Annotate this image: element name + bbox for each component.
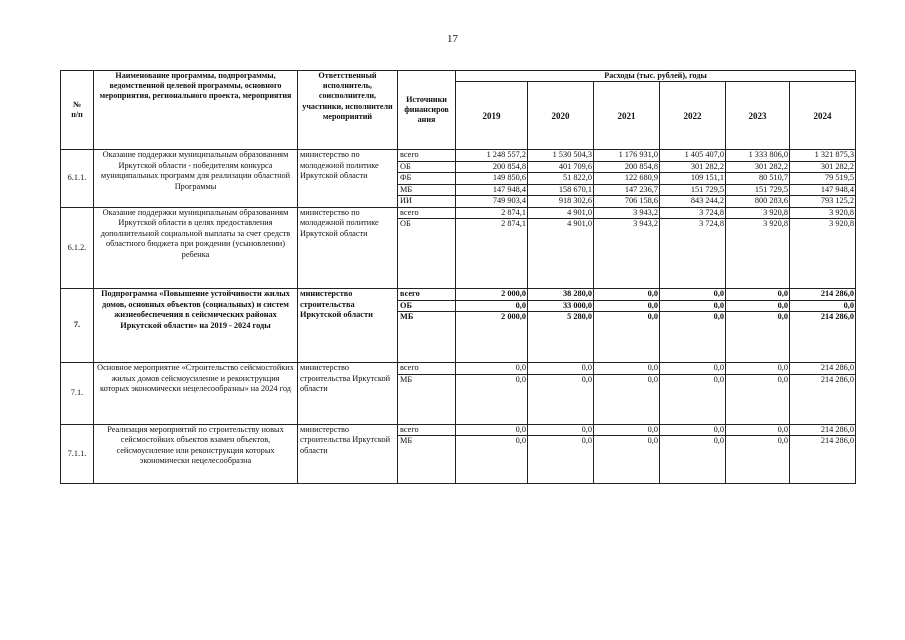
header-year: 2024: [790, 82, 856, 150]
funding-source: МБ: [398, 436, 456, 484]
expense-value: 0,0: [660, 436, 726, 484]
expense-value: 0,0: [594, 289, 660, 301]
expense-value: 200 854,8: [456, 161, 528, 173]
expense-value: 3 724,8: [660, 219, 726, 289]
expense-value: 1 248 557,2: [456, 150, 528, 162]
expense-value: 918 302,6: [528, 196, 594, 208]
item-number: 6.1.2.: [61, 207, 94, 289]
expense-value: 4 901,0: [528, 207, 594, 219]
funding-source: ОБ: [398, 161, 456, 173]
item-name: Оказание поддержки муниципальным образованиям Иркутской области в целях предоставления дополнительной социальной выплаты за счет средств областного бюджета при рождении (усыновлении) ребенка: [94, 207, 298, 289]
expense-value: 2 874,1: [456, 219, 528, 289]
item-name: Оказание поддержки муниципальным образованиям Иркутской области - победителям конкурса муниципальных программ для реализации областной Программы: [94, 150, 298, 208]
header-year: 2023: [726, 82, 790, 150]
expense-value: 0,0: [660, 289, 726, 301]
funding-source: ОБ: [398, 300, 456, 312]
expense-value: 1 333 806,0: [726, 150, 790, 162]
header-num: № п/п: [61, 71, 94, 150]
expense-value: 214 286,0: [790, 289, 856, 301]
expense-value: 0,0: [456, 363, 528, 375]
expense-value: 0,0: [594, 312, 660, 363]
item-number: 7.: [61, 289, 94, 363]
expense-value: 2 000,0: [456, 312, 528, 363]
expense-value: 38 280,0: [528, 289, 594, 301]
expense-value: 51 822,0: [528, 173, 594, 185]
funding-source: всего: [398, 207, 456, 219]
expense-value: 3 920,8: [790, 207, 856, 219]
expense-value: 147 236,7: [594, 184, 660, 196]
item-name: Реализация мероприятий по строительству новых сейсмостойких объектов взамен объектов, сейсмоусиление или реконструкция которых экономически нецелесообразна: [94, 424, 298, 484]
item-number: 7.1.: [61, 363, 94, 425]
expense-value: 0,0: [456, 424, 528, 436]
header-name: Наименование программы, подпрограммы, ведомственной целевой программы, основного мероприятия, регионального проекта, мероприятия: [94, 71, 298, 150]
expense-value: 301 282,2: [660, 161, 726, 173]
funding-source: всего: [398, 424, 456, 436]
expense-value: 0,0: [790, 300, 856, 312]
expense-value: 0,0: [726, 363, 790, 375]
expense-value: 79 519,5: [790, 173, 856, 185]
funding-source: МБ: [398, 312, 456, 363]
table-row: [61, 207, 856, 219]
expense-value: 147 948,4: [790, 184, 856, 196]
expense-value: 3 920,8: [726, 219, 790, 289]
expense-value: 122 680,9: [594, 173, 660, 185]
table-row: [61, 289, 856, 301]
expense-value: 33 000,0: [528, 300, 594, 312]
expense-value: 401 709,6: [528, 161, 594, 173]
expense-value: 0,0: [726, 424, 790, 436]
expense-value: 151 729,5: [660, 184, 726, 196]
expense-value: 0,0: [726, 312, 790, 363]
expense-value: 793 125,2: [790, 196, 856, 208]
expense-value: 0,0: [528, 436, 594, 484]
expense-value: 200 854,8: [594, 161, 660, 173]
expense-value: 0,0: [594, 436, 660, 484]
funding-source: МБ: [398, 374, 456, 424]
expense-value: 800 283,6: [726, 196, 790, 208]
header-year: 2022: [660, 82, 726, 150]
expense-value: 158 670,1: [528, 184, 594, 196]
expense-value: 0,0: [528, 363, 594, 375]
header-responsible: Ответственный исполнитель, соисполнители, участники, исполнители мероприятий: [298, 71, 398, 150]
header-expenses: Расходы (тыс. рублей), годы: [456, 71, 856, 82]
expense-value: 0,0: [594, 424, 660, 436]
expense-value: 0,0: [726, 436, 790, 484]
funding-source: ОБ: [398, 219, 456, 289]
expense-value: 1 176 931,0: [594, 150, 660, 162]
expense-value: 0,0: [726, 300, 790, 312]
expense-value: 0,0: [594, 374, 660, 424]
expense-value: 0,0: [528, 374, 594, 424]
page-number: 17: [447, 33, 458, 45]
expense-value: 0,0: [594, 363, 660, 375]
expense-value: 3 920,8: [790, 219, 856, 289]
funding-source: всего: [398, 363, 456, 375]
expense-value: 109 151,1: [660, 173, 726, 185]
expense-value: 2 000,0: [456, 289, 528, 301]
expense-value: 147 948,4: [456, 184, 528, 196]
funding-source: всего: [398, 289, 456, 301]
header-year: 2020: [528, 82, 594, 150]
expense-value: 1 321 875,3: [790, 150, 856, 162]
item-number: 7.1.1.: [61, 424, 94, 484]
expense-value: 149 850,6: [456, 173, 528, 185]
expense-value: 706 158,6: [594, 196, 660, 208]
expense-value: 3 724,8: [660, 207, 726, 219]
expense-value: 214 286,0: [790, 424, 856, 436]
item-responsible: министерство строительства Иркутской области: [298, 424, 398, 484]
expense-value: 0,0: [660, 312, 726, 363]
header-year: 2021: [594, 82, 660, 150]
expense-value: 0,0: [528, 424, 594, 436]
expense-value: 0,0: [456, 436, 528, 484]
expense-value: 2 874,1: [456, 207, 528, 219]
expense-value: 5 280,0: [528, 312, 594, 363]
expense-value: 4 901,0: [528, 219, 594, 289]
expense-value: 0,0: [726, 289, 790, 301]
funding-source: МБ: [398, 184, 456, 196]
expense-value: 214 286,0: [790, 374, 856, 424]
header-sources: Источники финансиров ания: [398, 71, 456, 150]
expense-value: 0,0: [660, 363, 726, 375]
table-row: [61, 363, 856, 375]
expense-value: 0,0: [660, 424, 726, 436]
expense-value: 0,0: [726, 374, 790, 424]
item-responsible: министерство по молодежной политике Иркутской области: [298, 207, 398, 289]
expense-value: 214 286,0: [790, 312, 856, 363]
expense-value: 0,0: [456, 374, 528, 424]
funding-source: ФБ: [398, 173, 456, 185]
expense-value: 3 943,2: [594, 207, 660, 219]
expense-value: 749 903,4: [456, 196, 528, 208]
table-row: [61, 150, 856, 162]
expense-value: 0,0: [456, 300, 528, 312]
expense-value: 3 920,8: [726, 207, 790, 219]
funding-source: ИИ: [398, 196, 456, 208]
expense-value: 0,0: [660, 374, 726, 424]
expense-value: 0,0: [594, 300, 660, 312]
expense-value: 1 530 504,3: [528, 150, 594, 162]
expense-value: 214 286,0: [790, 363, 856, 375]
expense-value: 843 244,2: [660, 196, 726, 208]
expense-value: 214 286,0: [790, 436, 856, 484]
table-row: [61, 424, 856, 436]
item-number: 6.1.1.: [61, 150, 94, 208]
expense-value: 301 282,2: [726, 161, 790, 173]
item-responsible: министерство строительства Иркутской области: [298, 363, 398, 425]
expense-value: 151 729,5: [726, 184, 790, 196]
expenses-table: [60, 70, 856, 484]
expense-value: 1 405 407,0: [660, 150, 726, 162]
expense-value: 301 282,2: [790, 161, 856, 173]
item-name: Подпрограмма «Повышение устойчивости жилых домов, основных объектов (социальных) и систем жизнеобеспечения в сейсмических районах Иркутской области» на 2019 - 2024 годы: [94, 289, 298, 363]
item-responsible: министерство по молодежной политике Иркутской области: [298, 150, 398, 208]
expense-value: 0,0: [660, 300, 726, 312]
expense-value: 3 943,2: [594, 219, 660, 289]
item-responsible: министерство строительства Иркутской области: [298, 289, 398, 363]
header-year: 2019: [456, 82, 528, 150]
item-name: Основное мероприятие «Строительство сейсмостойких жилых домов сейсмоусиление и реконструкция которых экономически нецелесообразны» на 2024 год: [94, 363, 298, 425]
funding-source: всего: [398, 150, 456, 162]
expense-value: 80 510,7: [726, 173, 790, 185]
